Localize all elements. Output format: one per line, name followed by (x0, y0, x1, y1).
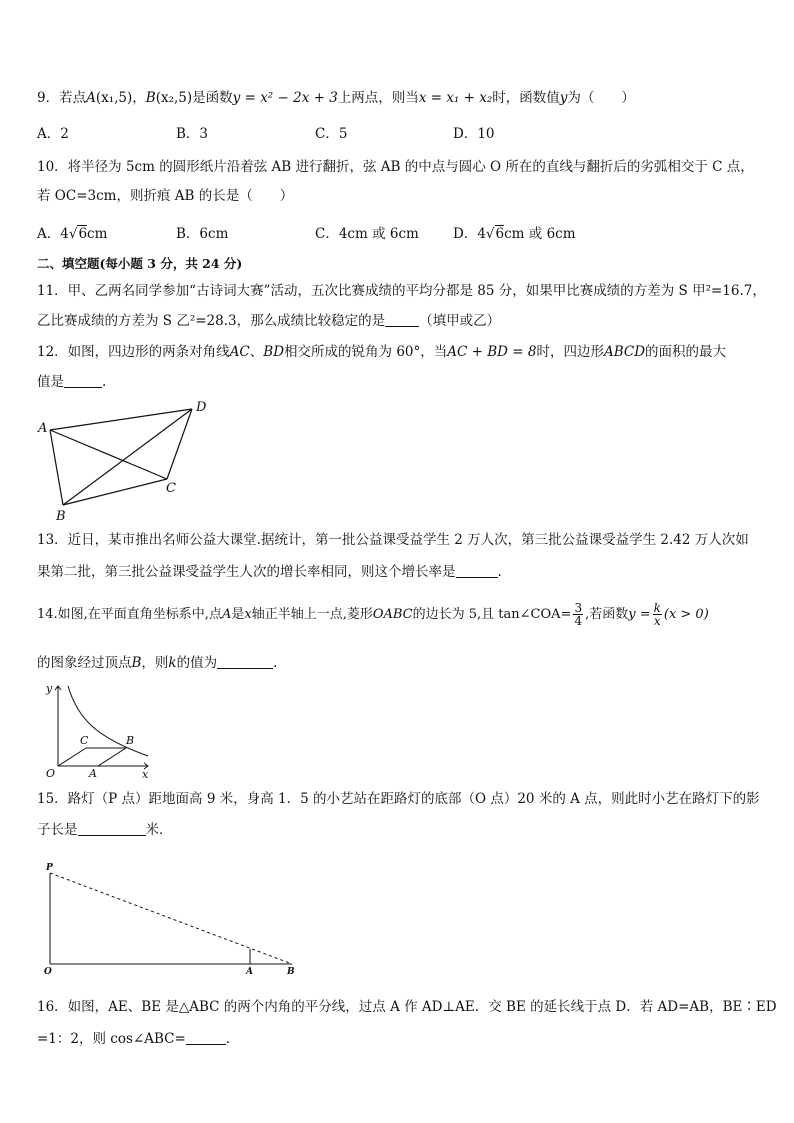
q13-period: . (497, 564, 502, 580)
q14-point-a: A (221, 607, 232, 622)
label-a: A (38, 421, 48, 436)
label-o: O (46, 767, 56, 780)
q14-k-numerator: k (653, 601, 661, 615)
q15-line1: 15．路灯（P 点）距地面高 9 米，身高 1．5 的小艺站在距路灯的底部（O 点）20 米的 A 点，则此时小艺在路灯下的影 (37, 791, 760, 807)
q10-option-d-post: cm 或 6cm (504, 226, 576, 242)
q12-abcd: ABCD (603, 344, 646, 360)
q16-line2-text: =1：2，则 cos∠ABC= (37, 1031, 186, 1047)
q10-line2: 若 OC=3cm，则折痕 AB 的长是（ ） (37, 188, 294, 204)
q15-answer-blank (78, 821, 146, 836)
q14-y-eq: y = (628, 607, 651, 622)
q14-rhombus-figure (36, 680, 156, 780)
q14-tan-fraction (573, 602, 583, 627)
q12-equation: AC + BD = 8 (447, 344, 537, 360)
label-b: B (56, 509, 66, 524)
label-c: C (166, 481, 176, 496)
q14-text-2b: ，则 (141, 655, 169, 671)
q9-y-var: y (559, 90, 568, 106)
label-a: A (89, 767, 97, 780)
q12-quadrilateral-figure (30, 396, 220, 524)
q12-answer-blank (64, 373, 102, 388)
label-b: B (126, 734, 135, 747)
q9-text-end: 为（ ） (567, 90, 635, 106)
label-y: y (46, 682, 53, 695)
label-d: D (196, 400, 207, 415)
q16-period: ． (225, 1031, 240, 1047)
q12-ac: AC (229, 344, 250, 360)
q11-answer-blank (385, 312, 419, 327)
q16-answer-blank (186, 1030, 226, 1045)
q9-text-mid2: 上两点，则当 (337, 90, 419, 106)
q9-text-mid: 是函数 (192, 90, 233, 106)
sqrt-icon: √ (485, 226, 495, 242)
label-c: C (80, 734, 89, 747)
q14-text-e: ,若函数 (585, 607, 629, 622)
q12-text-d: 的面积的最大 (645, 344, 727, 360)
q14-text-2a: 的图象经过顶点 (37, 655, 132, 671)
q10-option-a-post: cm (87, 226, 108, 242)
q15-line2 (37, 821, 173, 839)
q11-line2 (37, 312, 500, 330)
q11-line2-tail: （填甲或乙） (419, 313, 501, 329)
sqrt-icon: √ (68, 226, 78, 242)
q14-text-2c: 的值为 (176, 655, 218, 671)
q14-answer-blank (217, 654, 273, 669)
q14-condition: (x > 0) (663, 607, 709, 622)
q14-oabc: OABC (372, 607, 413, 622)
q14-text-c: 轴正半轴上一点,菱形 (251, 607, 373, 622)
q13-line2 (37, 563, 502, 581)
edge-ba (50, 430, 63, 505)
q10-option-d (453, 225, 576, 243)
q12-line1 (37, 343, 726, 361)
edge-cb (63, 479, 167, 505)
q11-line1: 11．甲、乙两名同学参加“古诗词大赛”活动，五次比赛成绩的平均分都是 85 分，如果甲比赛成绩的方差为 S 甲²=16.7， (37, 283, 766, 299)
q14-text-b: 是 (231, 607, 245, 622)
edge-dc (167, 409, 192, 479)
q16-line2 (37, 1030, 239, 1048)
q9-point-a: A (86, 90, 96, 106)
edge-ad (50, 409, 192, 430)
q9-point-b: B (145, 90, 156, 106)
q14-text-a: 14.如图,在平面直角坐标系中,点 (37, 607, 222, 622)
label-x: x (142, 768, 149, 780)
q9-option-c: C．5 (315, 126, 348, 142)
q10-option-c: C．4cm 或 6cm (315, 226, 419, 242)
q14-k-denominator: x (653, 614, 661, 628)
q16-line1: 16．如图，AE、BE 是△ABC 的两个内角的平分线，过点 A 作 AD⊥AE．交 BE 的延长线于点 D．若 AD=AB，BE∶ED (37, 999, 777, 1015)
q9-option-b: B．3 (176, 126, 209, 142)
edge-ba (98, 748, 126, 766)
q13-line2-text: 果第二批，第三批公益课受益学生人次的增长率相同，则这个增长率是 (37, 564, 456, 580)
q9-point-b-args: (x₂,5) (155, 90, 193, 106)
q12-sep: 、 (249, 344, 264, 360)
label-a: A (246, 967, 253, 977)
q14-k: k (168, 655, 177, 671)
q14-x-axis: x (244, 607, 252, 622)
q10-option-a-radicand: 6 (78, 226, 88, 242)
q10-line1: 10．将半径为 5cm 的圆形纸片沿着弦 AB 进行翻折，弦 AB 的中点与圆心 O 所在的直线与翻折后的劣弧相交于 C 点， (37, 159, 754, 175)
q12-text-b: 相交所成的锐角为 60°，当 (284, 344, 448, 360)
q12-line2 (37, 373, 106, 391)
q9-number: 9．若点 (37, 90, 87, 106)
q10-option-b: B．6cm (176, 226, 229, 242)
q9-point-a-args: (x₁,5) (95, 90, 133, 106)
q9-line (37, 89, 635, 107)
section-2-heading: 二、填空题(每小题 3 分，共 24 分) (37, 256, 243, 271)
q9-function: y = x² − 2x + 3 (232, 90, 338, 106)
q10-option-d-radicand: 6 (495, 226, 505, 242)
light-ray (50, 873, 292, 964)
label-p: P (46, 863, 53, 873)
q10-option-a-pre: A．4 (37, 226, 69, 242)
q14-text-d: 的边长为 5,且 tan∠COA= (412, 607, 572, 622)
q13-answer-blank (456, 563, 498, 578)
q9-comma: ， (132, 90, 146, 106)
label-o: O (44, 967, 52, 977)
q12-line2-text: 值是 (37, 374, 64, 390)
q12-text-a: 12．如图，四边形的两条对角线 (37, 344, 230, 360)
q11-line2-text: 乙比赛成绩的方差为 S 乙²=28.3，那么成绩比较稳定的是 (37, 313, 386, 329)
q15-line2-text: 子长是 (37, 822, 78, 838)
q9-text-tail: 时，函数值 (492, 90, 560, 106)
q9-option-a: A．2 (37, 126, 69, 142)
edge-oc (58, 748, 86, 766)
q9-option-d: D．10 (453, 126, 495, 142)
q9-condition: x = x₁ + x₂ (418, 90, 493, 106)
q10-option-d-pre: D．4 (453, 226, 486, 242)
q14-tan-numerator: 3 (574, 601, 583, 615)
q14-point-b: B (131, 655, 142, 671)
q14-period: . (273, 655, 278, 671)
q14-line2 (37, 654, 277, 672)
q15-line2-tail: 米． (145, 822, 173, 838)
q14-k-fraction (653, 602, 662, 627)
q12-period: . (102, 374, 107, 390)
q12-text-c: 时，四边形 (536, 344, 604, 360)
q14-tan-denominator: 4 (574, 614, 583, 628)
q14-line1 (37, 600, 709, 630)
q15-streetlight-figure (40, 858, 300, 978)
q13-line1: 13．近日，某市推出名师公益大课堂.据统计，第一批公益课受益学生 2 万人次，第三批公益课受益学生 2.42 万人次如 (37, 532, 749, 548)
q10-option-a (37, 225, 107, 243)
label-b: B (287, 967, 295, 977)
q12-bd: BD (263, 344, 285, 360)
